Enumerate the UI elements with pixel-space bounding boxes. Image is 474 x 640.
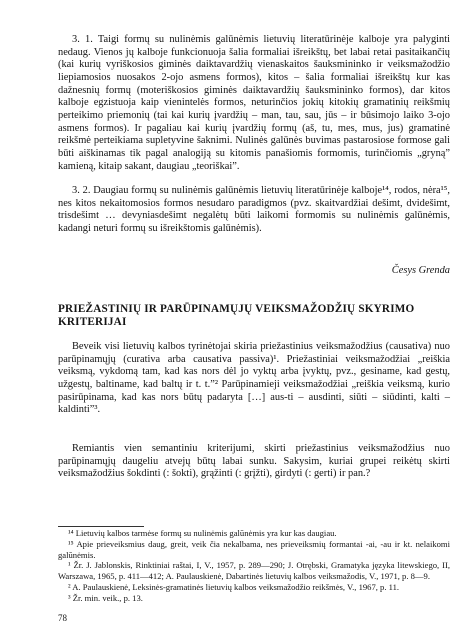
footnotes [58,528,450,604]
paragraph-intro: Beveik visi lietuvių kalbos tyrinėtojai skiria priežastinius veiksmažodžius (causativa) nuo parūpinamųjų (curativa arba causativa passiva)¹. Priežastiniai veiksmažodžiai „reiškia veiksmą, vykdomą tam, kad kas nors dėl jo vyktų arba įvyktų, pvz., gesiname, kad gestų, užgestų, baltiname, kad baltų ir t. t.ˮ² Parūpinamieji veiksmažodžiai „reiškia veiksmą, kurio pasirūpinama, kad kas nors būtų padaryta […] aus-ti – ausdinti, siūti – siūdinti, kalti – kaldintiˮ³. [58,341,450,416]
footnote-15: ¹⁵ Apie prieveiksmius daug, greit, veik čia nekalbama, nes prieveiksmių formantai -ai, -au ir kt. nelaikomi galūnėmis. [58,538,450,560]
footnote-3: ³ Žr. min. veik., p. 13. [68,592,143,603]
page-number: 78 [58,613,67,623]
article-heading: PRIEŽASTINIŲ IR PARŪPINAMŲJŲ VEIKSMAŽODŽIŲ SKYRIMO KRITERIJAI [58,303,415,328]
paragraph-semantic: Remiantis vien semantiniu kriterijumi, skirti priežastinius veiksmažodžius nuo parūpinamųjų daugeliu atvejų būtų labai sunku. Sakysim, kuriai grupei reikėtų skirti veiksmažodžius šokdinti (: šokti), grąžinti (: grįžti), girdyti (: gerti) ir pan.? [58,443,450,480]
article-body [58,341,450,417]
article-body-2 [58,443,450,481]
section-3-2 [58,185,450,236]
section-3-1 [58,34,450,173]
footnote-2: ² A. Paulauskienė, Leksinės-gramatinės lietuvių kalbos veiksmažodžio reikšmės, V., 1967, p. 11. [68,581,400,592]
paragraph-3-1: 3. 1. Taigi formų su nulinėmis galūnėmis lietuvių literatūrinėje kalboje yra palyginti nedaug. Vienos jų kalboje funkcionuoja šalia formaliai išreikštų, bet labai retai pasitaikančių (kai kurių vyriškosios giminės daiktavardžių vienaskaitos šauksmininko ir veiksmažodžio liepiamosios nuosakos 2-ojo asmens formos), kitos – šalia formaliai išreikštų kur kas dažnesnių formų (moteriškosios giminės daiktavardžių šauksmininko formos), dar kitos kalboje egzistuoja kaip vienintelės formos, neturinčios jokių kitokių gramatinių reikšmių perteikimo priemonių (tai kai kurių įvardžių – man, tau, sau, jūs – ir būsimojo laiko 3-ojo asmens formos). Ir pagaliau kai kurių įvardžių formų (aš, tu, mes, mus, jus) gramatinė reikšmė perteikiama supletyvine šaknimi. Nulinės galūnės buvimas pastarosiose formose gali būti aiškinamas tik pagal analogiją su kitomis panašiomis formomis, turinčiomis „grynąˮ kamieną, kitaip sakant, daugiau „teoriškaiˮ. [58,34,450,172]
footnote-divider [58,526,144,527]
footnote-14: ¹⁴ Lietuvių kalbos tarmėse formų su nulinėmis galūnėmis yra kur kas daugiau. [68,528,337,538]
footnote-1: ¹ Žr. J. Jablonskis, Rinktiniai raštai, I, V., 1957, p. 289—290; J. Otrębski, Gramatyka języka litewskiego, II, Warszawa, 1965, p. 411—412; A. Paulauskienė, Dabartinės lietuvių kalbos veiksmažodis, V., 1971, p. 8—9. [58,560,450,582]
paragraph-3-2: 3. 2. Daugiau formų su nulinėmis galūnėmis lietuvių literatūrinėje kalboje¹⁴, rodos, nėra¹⁵, nes kitos nekaitomosios formos nesudaro paradigmos (pvz. skaitvardžiai dešimt, dvidešimt, trisdešimt … devyniasdešimt negalėtų būti laikomi formomis su nulinėmis galūnėmis, kadangi neturi formų su išreikštomis galūnėmis). [58,185,450,234]
author-signature: Česys Grenda [391,265,450,276]
